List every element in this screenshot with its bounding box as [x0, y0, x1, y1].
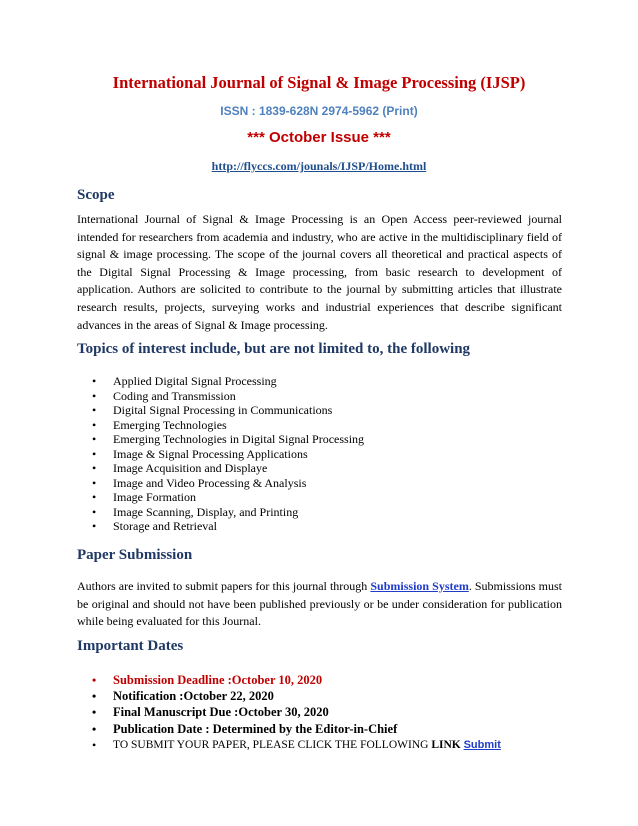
submission-paragraph	[77, 578, 562, 631]
list-item: • Applied Digital Signal Processing	[77, 374, 364, 389]
list-item: • Digital Signal Processing in Communications	[77, 403, 364, 418]
list-item: • Emerging Technologies in Digital Signal Processing	[77, 432, 364, 447]
list-item: • Storage and Retrieval	[77, 519, 364, 534]
list-item: • Emerging Technologies	[77, 418, 364, 433]
list-item: • Image and Video Processing & Analysis	[77, 476, 364, 491]
dates-heading: Important Dates	[77, 638, 184, 654]
submit-link[interactable]: Submit	[463, 738, 501, 751]
scope-heading: Scope	[77, 187, 115, 203]
final-manuscript-date: • Final Manuscript Due :October 30, 2020	[77, 704, 501, 720]
issn-line: ISSN : 1839-628N 2974-5962 (Print)	[220, 104, 418, 118]
submission-text-end: . Submissions must be original and should not have been published previously or be under consideration for publication while being evaluated for this Journal.	[77, 579, 562, 629]
submission-system-link[interactable]: Submission System	[370, 579, 469, 593]
journal-title: International Journal of Signal & Image Processing (IJSP)	[112, 73, 526, 92]
issue-banner: *** October Issue ***	[247, 129, 391, 146]
submit-instruction	[77, 737, 501, 753]
dates-list	[77, 672, 501, 753]
list-item: • Coding and Transmission	[77, 389, 364, 404]
submit-instruction-text: TO SUBMIT YOUR PAPER, PLEASE CLICK THE FOLLOWING	[113, 738, 432, 751]
list-item: • Image Acquisition and Displaye	[77, 461, 364, 476]
list-item: • Image Scanning, Display, and Printing	[77, 505, 364, 520]
list-item: • Image Formation	[77, 490, 364, 505]
topics-list	[77, 374, 364, 534]
journal-url-link[interactable]: http://flyccs.com/jounals/IJSP/Home.html	[211, 159, 427, 173]
submission-deadline: • Submission Deadline :October 10, 2020	[77, 672, 501, 688]
publication-date: • Publication Date : Determined by the Editor-in-Chief	[77, 721, 501, 737]
submission-heading: Paper Submission	[77, 547, 193, 563]
submit-link-word: LINK	[431, 738, 461, 751]
notification-date: • Notification :October 22, 2020	[77, 688, 501, 704]
scope-paragraph: International Journal of Signal & Image Processing is an Open Access peer-reviewed journal intended for researchers from academia and industry, who are active in the multidisciplinary field of signal & image processing. The scope of the journal covers all theoretical and practical aspects of the Digital Signal Processing & Image processing, from basic research to development of application. Authors are solicited to contribute to the journal by submitting articles that illustrate research results, projects, surveying works and industrial experiences that describe significant advances in the areas of Signal & Image processing.	[77, 212, 562, 332]
list-item: • Image & Signal Processing Applications	[77, 447, 364, 462]
topics-heading: Topics of interest include, but are not limited to, the following	[77, 341, 471, 357]
submission-text-start: Authors are invited to submit papers for this journal through	[77, 579, 371, 593]
